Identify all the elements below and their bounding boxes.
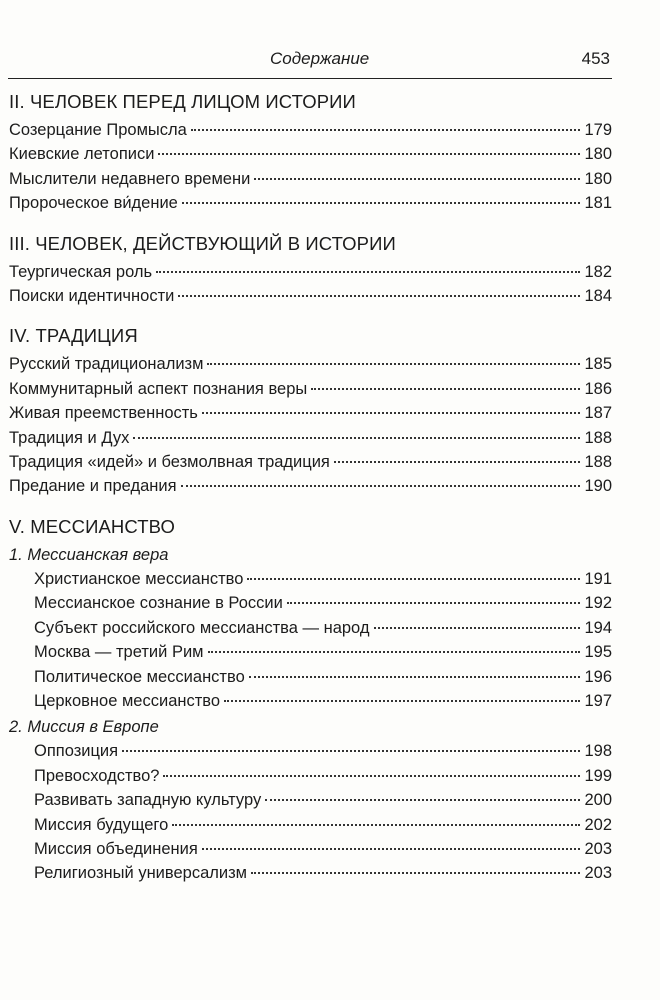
leader-dots [163, 775, 580, 777]
leader-dots [247, 578, 580, 580]
entry-page: 203 [584, 864, 612, 883]
entry-title: Пророческое ви́дение [9, 194, 178, 213]
entry-page: 192 [584, 594, 612, 613]
leader-dots [251, 872, 580, 874]
subsection-title: 2. Миссия в Европе [9, 718, 159, 737]
leader-dots [208, 651, 581, 653]
leader-dots [311, 388, 580, 390]
toc-entry [9, 616, 612, 640]
leader-dots [254, 178, 580, 180]
toc-entry [9, 118, 612, 142]
entry-title: Субъект российского мессианства — народ [34, 618, 370, 637]
toc-entry [9, 813, 612, 837]
entry-title: Русский традиционализм [9, 355, 204, 374]
entry-page: 180 [584, 169, 612, 188]
entry-page: 190 [584, 477, 612, 496]
section-title: V. МЕССИАНСТВО [9, 515, 175, 537]
toc-entry [9, 167, 612, 191]
entry-title: Миссия объединения [34, 839, 198, 858]
toc-entry [9, 837, 612, 861]
entry-page: 198 [584, 742, 612, 761]
entry-page: 195 [584, 643, 612, 662]
leader-dots [249, 676, 581, 678]
entry-page: 197 [584, 691, 612, 710]
entry-page: 184 [584, 287, 612, 306]
leader-dots [181, 485, 581, 487]
leader-dots [287, 602, 581, 604]
toc-entry [9, 284, 612, 308]
leader-dots [207, 363, 580, 365]
entry-page: 191 [584, 569, 612, 588]
entry-title: Живая преемственность [9, 404, 198, 423]
leader-dots [178, 295, 580, 297]
toc-content [9, 88, 612, 900]
entry-title: Развивать западную культуру [34, 791, 262, 810]
leader-dots [202, 848, 581, 850]
entry-page: 199 [584, 766, 612, 785]
toc-entry [9, 352, 612, 376]
entry-page: 202 [584, 815, 612, 834]
toc-entry [9, 426, 612, 450]
toc-entry [9, 401, 612, 425]
toc-entry [9, 764, 612, 788]
leader-dots [265, 799, 580, 801]
entry-page: 186 [584, 379, 612, 398]
entry-title: Религиозный универсализм [34, 864, 248, 883]
entry-title: Церковное мессианство [34, 691, 221, 710]
leader-dots [156, 271, 580, 273]
entry-title: Предание и предания [9, 477, 177, 496]
entry-title: Москва — третий Рим [34, 643, 204, 662]
toc-entry [9, 142, 612, 166]
entry-title: Превосходство? [34, 766, 160, 785]
toc-entry [9, 591, 612, 615]
entry-page: 187 [584, 404, 612, 423]
toc-entry [9, 260, 612, 284]
entry-title: Мыслители недавнего времени [9, 169, 251, 188]
toc-entry [9, 191, 612, 215]
leader-dots [191, 129, 581, 131]
page-header [8, 42, 612, 79]
entry-page: 185 [584, 355, 612, 374]
leader-dots [182, 202, 581, 204]
entry-title: Коммунитарный аспект познания веры [9, 379, 308, 398]
leader-dots [133, 437, 580, 439]
entry-title: Поиски идентичности [9, 287, 175, 306]
entry-title: Оппозиция [34, 742, 119, 761]
toc-entry [9, 739, 612, 763]
entry-page: 181 [584, 194, 612, 213]
toc-entry [9, 861, 612, 885]
toc-section [9, 230, 612, 309]
toc-entry [9, 377, 612, 401]
leader-dots [224, 700, 580, 702]
entry-title: Традиция и Дух [9, 428, 130, 447]
entry-title: Киевские летописи [9, 145, 155, 164]
toc-entry [9, 450, 612, 474]
entry-page: 180 [584, 145, 612, 164]
running-title: Содержание [270, 49, 370, 68]
entry-page: 200 [584, 791, 612, 810]
toc-section [9, 88, 612, 216]
page-number: 453 [581, 49, 610, 68]
entry-page: 196 [584, 667, 612, 686]
toc-entry [9, 640, 612, 664]
entry-title: Созерцание Промысла [9, 121, 187, 139]
entry-page: 188 [584, 428, 612, 447]
entry-title: Миссия будущего [34, 815, 169, 834]
entry-page: 203 [584, 839, 612, 858]
leader-dots [158, 153, 580, 155]
toc-entry [9, 788, 612, 812]
leader-dots [122, 750, 580, 752]
entry-title: Традиция «идей» и безмолвная традиция [9, 453, 330, 472]
leader-dots [374, 627, 581, 629]
entry-title: Политическое мессианство [34, 667, 245, 686]
leader-dots [202, 412, 581, 414]
toc-entry [9, 665, 612, 689]
entry-title: Теургическая роль [9, 262, 153, 281]
subsection-title: 1. Мессианская вера [9, 545, 169, 564]
section-title: IV. ТРАДИЦИЯ [9, 325, 138, 347]
leader-dots [334, 461, 581, 463]
entry-page: 179 [584, 121, 612, 139]
section-title: II. ЧЕЛОВЕК ПЕРЕД ЛИЦОМ ИСТОРИИ [9, 91, 356, 112]
leader-dots [172, 824, 580, 826]
entry-page: 188 [584, 453, 612, 472]
toc-section [9, 513, 612, 886]
toc-entry [9, 567, 612, 591]
entry-title: Христианское мессианство [34, 569, 244, 588]
toc-entry [9, 474, 612, 498]
toc-entry [9, 689, 612, 713]
section-title: III. ЧЕЛОВЕК, ДЕЙСТВУЮЩИЙ В ИСТОРИИ [9, 232, 396, 254]
entry-page: 182 [584, 262, 612, 281]
entry-title: Мессианское сознание в России [34, 594, 283, 613]
toc-section [9, 322, 612, 498]
entry-page: 194 [584, 618, 612, 637]
